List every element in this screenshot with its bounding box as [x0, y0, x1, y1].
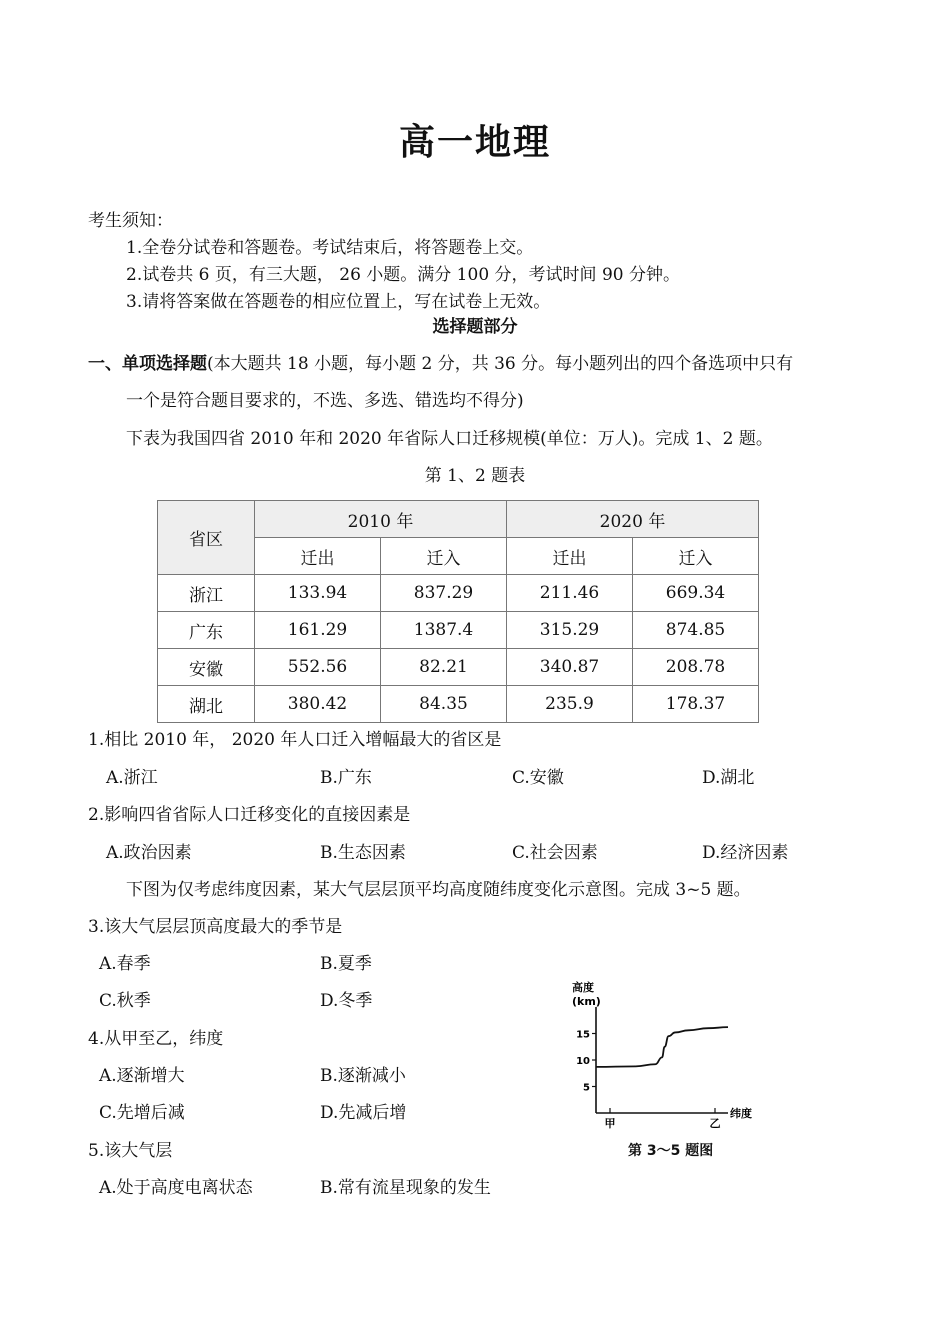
table-cell: 235.9 [507, 686, 633, 723]
q3-option-b: B.夏季 [320, 954, 372, 974]
table-cell: 84.35 [381, 686, 507, 723]
table-header-province: 省区 [158, 501, 255, 575]
q2-option-c: C.社会因素 [512, 843, 598, 863]
table-cell: 208.78 [633, 649, 759, 686]
q2-stem: 2.影响四省省际人口迁移变化的直接因素是 [88, 805, 411, 825]
q1-option-d: D.湖北 [702, 768, 755, 788]
table-cell: 湖北 [158, 686, 255, 723]
table-cell: 1387.4 [381, 612, 507, 649]
table-cell: 837.29 [381, 575, 507, 612]
q3-stem: 3.该大气层层顶高度最大的季节是 [88, 917, 343, 937]
q1-option-a: A.浙江 [106, 768, 158, 788]
chart-ylabel: 高度 [572, 981, 594, 994]
q3-option-a: A.春季 [99, 954, 151, 974]
q5-option-b: B.常有流星现象的发生 [320, 1178, 491, 1198]
q2-option-d: D.经济因素 [702, 843, 789, 863]
table-cell: 安徽 [158, 649, 255, 686]
table-subheader-in-2020: 迁入 [633, 538, 759, 575]
table-cell: 380.42 [255, 686, 381, 723]
table-row [158, 575, 759, 612]
q1-option-c: C.安徽 [512, 768, 564, 788]
intro-q3-5: 下图为仅考虑纬度因素，某大气层层顶平均高度随纬度变化示意图。完成 3~5 题。 [126, 880, 751, 900]
chart-y-tick-label: 15 [576, 1029, 590, 1041]
table-cell: 161.29 [255, 612, 381, 649]
chart-series-line [596, 1027, 728, 1067]
q1-option-b: B.广东 [320, 768, 372, 788]
table-cell: 340.87 [507, 649, 633, 686]
notice-heading: 考生须知： [88, 211, 173, 231]
q4-option-b: B.逐渐减小 [320, 1066, 406, 1086]
table-subheader-out-2020: 迁出 [507, 538, 633, 575]
table-header-2020: 2020 年 [507, 501, 759, 538]
table-header-2010: 2010 年 [255, 501, 507, 538]
part1-desc: (本大题共 18 小题，每小题 2 分，共 36 分。每小题列出的四个备选项中只有 [207, 354, 794, 374]
table-subheader-out-2010: 迁出 [255, 538, 381, 575]
table-caption: 第 1、2 题表 [424, 466, 526, 486]
q4-option-c: C.先增后减 [99, 1103, 185, 1123]
table-cell: 广东 [158, 612, 255, 649]
intro-q1-2: 下表为我国四省 2010 年和 2020 年省际人口迁移规模(单位：万人)。完成 1、2 题。 [126, 429, 773, 449]
table-cell: 浙江 [158, 575, 255, 612]
table-row [158, 686, 759, 723]
q5-option-a: A.处于高度电离状态 [99, 1178, 253, 1198]
table-cell: 669.34 [633, 575, 759, 612]
chart-x-tick-label: 甲 [604, 1117, 616, 1130]
q5-stem: 5.该大气层 [88, 1141, 173, 1161]
part1-label: 一、单项选择题 [88, 354, 207, 374]
table-cell: 315.29 [507, 612, 633, 649]
q3-option-c: C.秋季 [99, 991, 151, 1011]
q2-option-b: B.生态因素 [320, 843, 406, 863]
q4-option-a: A.逐渐增大 [99, 1066, 185, 1086]
chart-x-tick-label: 乙 [709, 1117, 721, 1130]
q2-option-a: A.政治因素 [106, 843, 192, 863]
migration-table [157, 500, 759, 723]
table-cell: 552.56 [255, 649, 381, 686]
q4-option-d: D.先减后增 [320, 1103, 407, 1123]
notice-item-3: 3.请将答案做在答题卷的相应位置上，写在试卷上无效。 [126, 292, 551, 312]
table-cell: 82.21 [381, 649, 507, 686]
chart-y-tick-label: 5 [583, 1082, 590, 1094]
part1-heading [88, 353, 793, 375]
page-title: 高一地理 [398, 121, 551, 163]
chart-xlabel: 纬度 [730, 1107, 752, 1120]
notice-item-2: 2.试卷共 6 页，有三大题， 26 小题。满分 100 分，考试时间 90 分钟。 [126, 265, 680, 285]
table-row [158, 649, 759, 686]
altitude-latitude-chart [560, 975, 780, 1140]
q4-stem: 4.从甲至乙，纬度 [88, 1029, 224, 1049]
table-cell: 133.94 [255, 575, 381, 612]
chart-ylabel-unit: (km) [572, 995, 601, 1008]
notice-item-1: 1.全卷分试卷和答题卷。考试结束后，将答题卷上交。 [126, 238, 534, 258]
chart-y-tick-label: 10 [576, 1056, 590, 1067]
section-title: 选择题部分 [432, 317, 518, 337]
figure-caption: 第 3～5 题图 [628, 1143, 714, 1159]
table-cell: 874.85 [633, 612, 759, 649]
table-subheader-in-2010: 迁入 [381, 538, 507, 575]
table-cell: 211.46 [507, 575, 633, 612]
table-cell: 178.37 [633, 686, 759, 723]
table-row [158, 612, 759, 649]
q1-stem: 1.相比 2010 年， 2020 年人口迁入增幅最大的省区是 [88, 730, 502, 750]
q3-option-d: D.冬季 [320, 991, 373, 1011]
part1-desc-cont: 一个是符合题目要求的，不选、多选、错选均不得分) [126, 391, 524, 411]
